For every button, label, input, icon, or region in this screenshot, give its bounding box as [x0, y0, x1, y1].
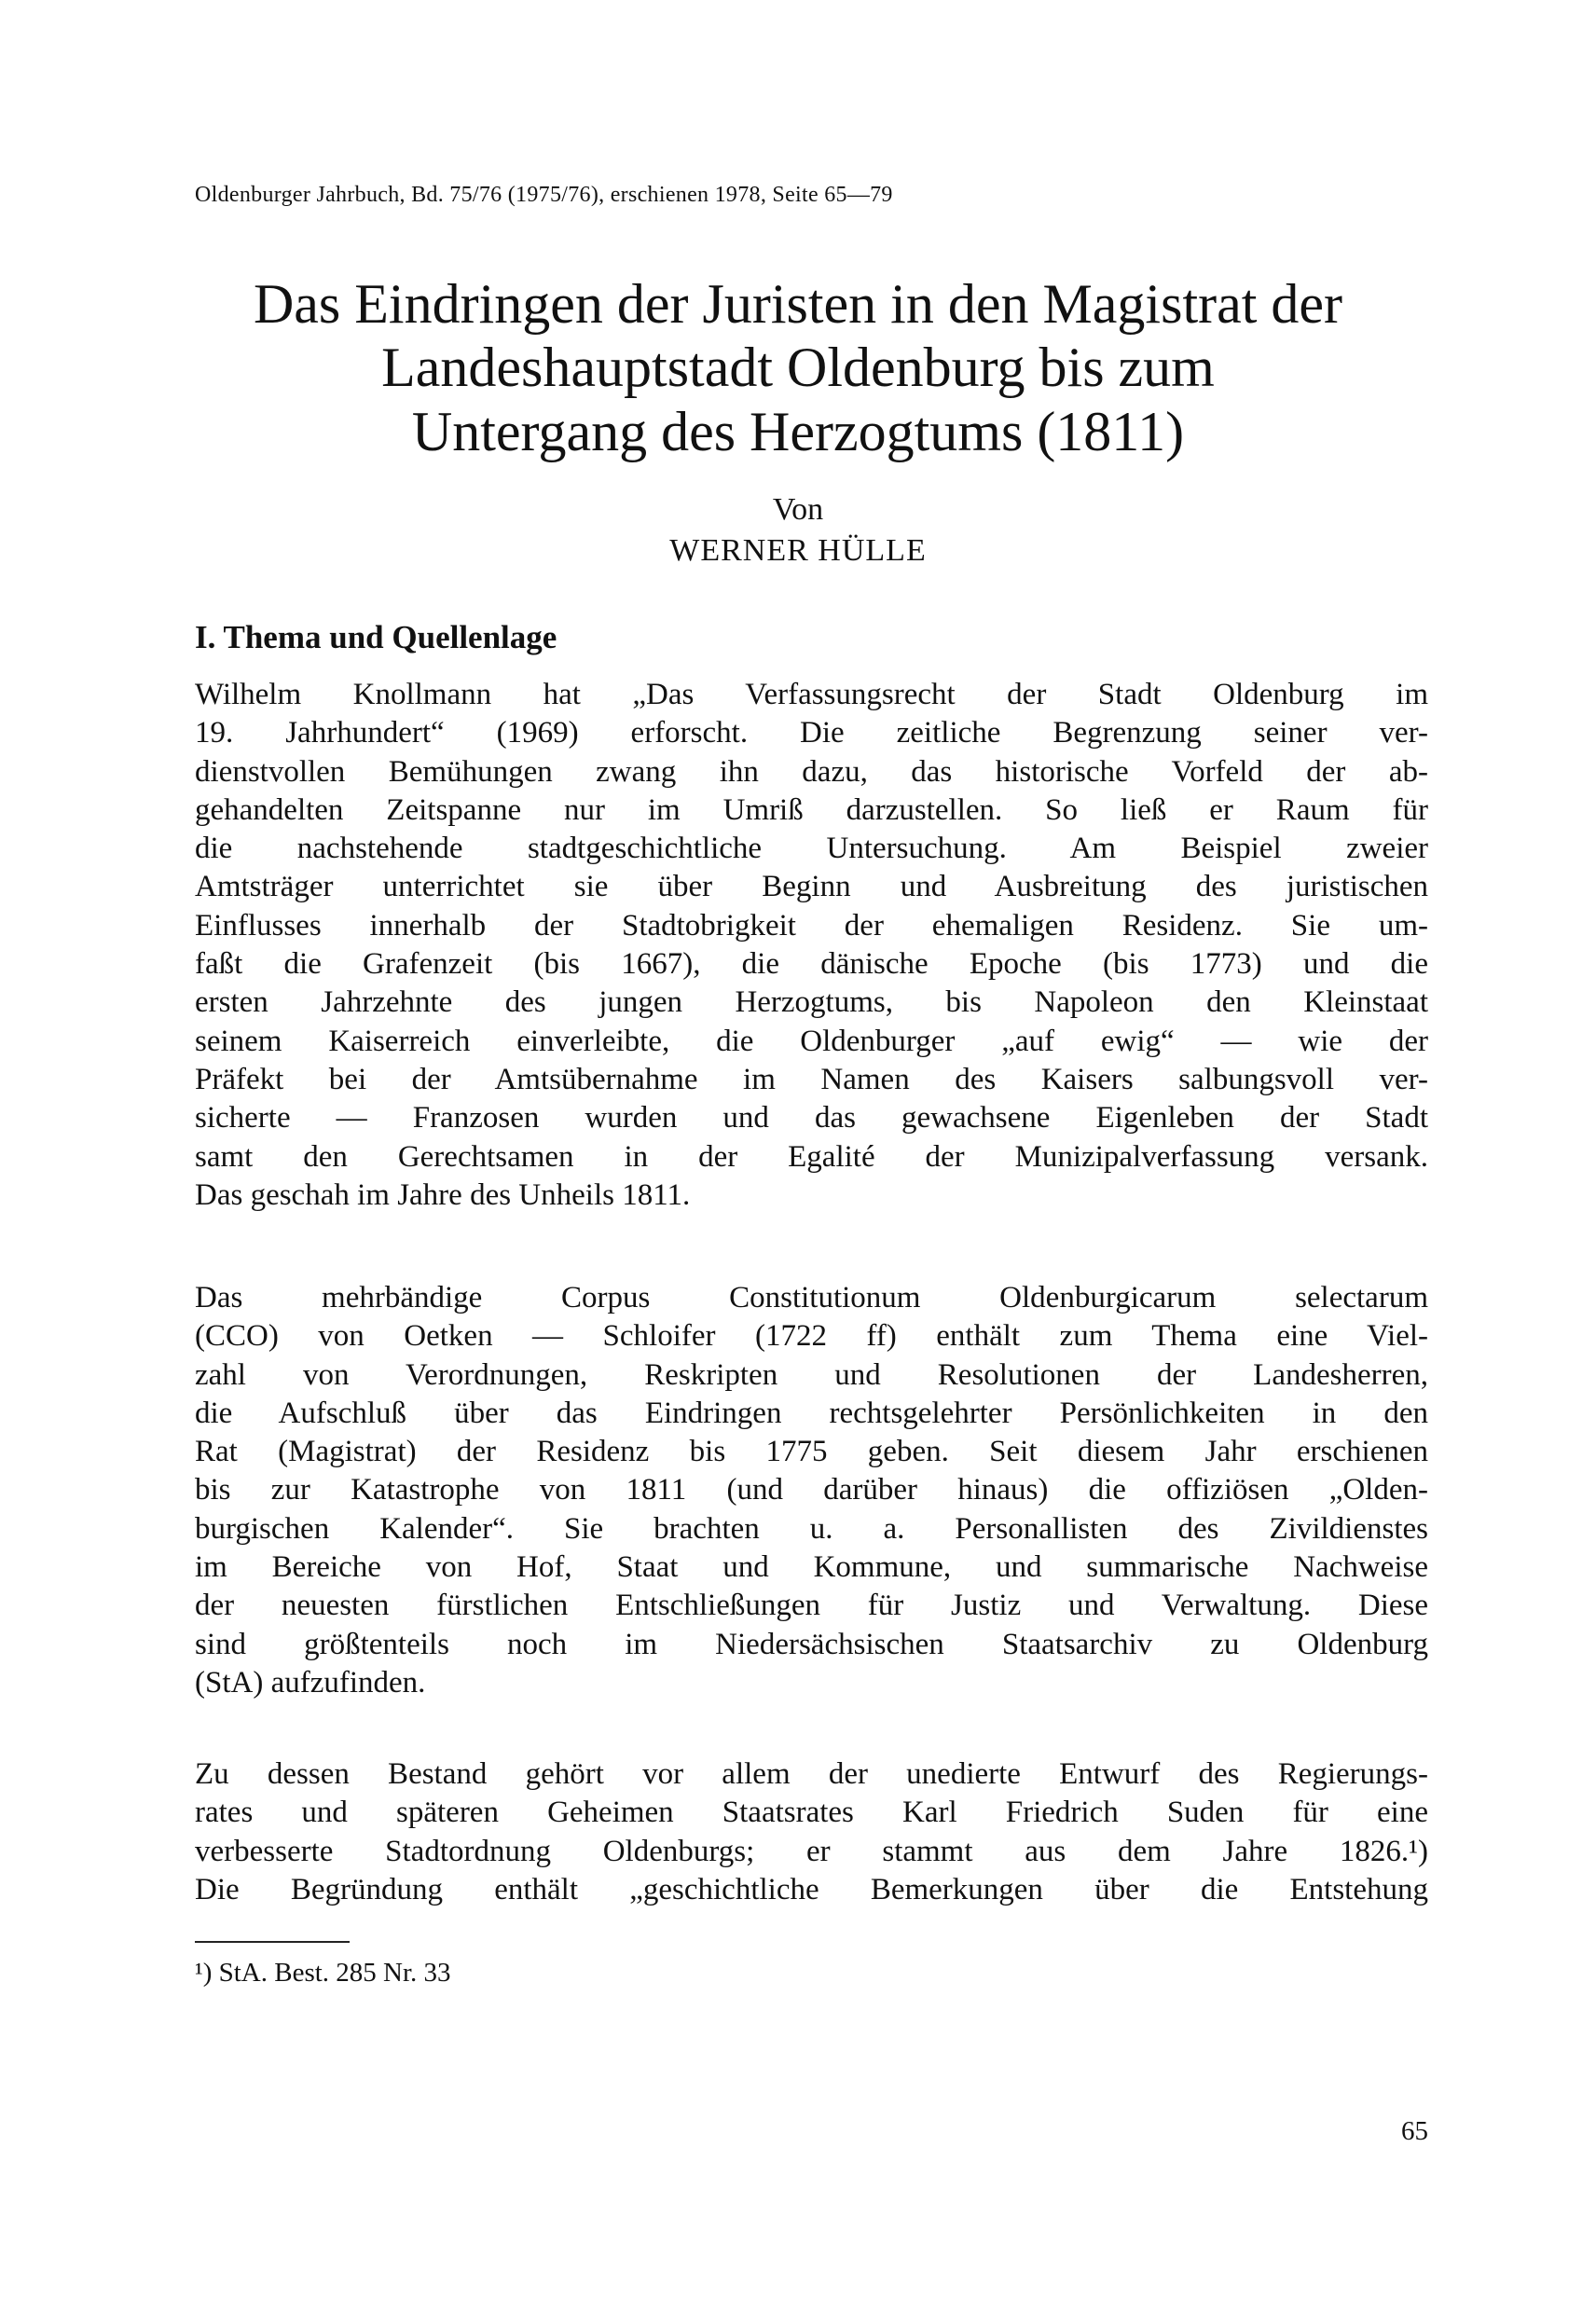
author-name: WERNER HÜLLE — [669, 533, 927, 568]
text-line: faßt die Grafenzeit (bis 1667), die dänische Epoche (bis 1773) und die — [195, 947, 1428, 982]
paragraph-3 — [195, 1755, 1428, 1909]
text-line: Das geschah im Jahre des Unheils 1811. — [195, 1177, 691, 1212]
title-line-1: Das Eindringen der Juristen in den Magistrat der — [253, 273, 1343, 335]
text-line: Rat (Magistrat) der Residenz bis 1775 geben. Seit diesem Jahr erschienen — [195, 1435, 1428, 1469]
text-line: sicherte — Franzosen wurden und das gewachsene Eigenleben der Stadt — [195, 1101, 1428, 1135]
text-line: die Aufschluß über das Eindringen rechtsgelehrter Persönlichkeiten in den — [195, 1396, 1428, 1430]
text-line: rates und späteren Geheimen Staatsrates Karl Friedrich Suden für eine — [195, 1796, 1428, 1830]
text-line: Amtsträger unterrichtet sie über Beginn und Ausbreitung des juristischen — [195, 870, 1428, 904]
text-line: ersten Jahrzehnte des jungen Herzogtums, bis Napoleon den Kleinstaat — [195, 985, 1428, 1020]
title-line-2: Landeshauptstadt Oldenburg bis zum — [381, 337, 1215, 398]
text-line: gehandelten Zeitspanne nur im Umriß darzustellen. So ließ er Raum für — [195, 792, 1428, 827]
journal-citation: Oldenburger Jahrbuch, Bd. 75/76 (1975/76), erschienen 1978, Seite 65—79 — [195, 183, 893, 207]
text-line: (StA) aufzufinden. — [195, 1665, 426, 1700]
section-heading: I. Thema und Quellenlage — [195, 619, 557, 655]
by-label: Von — [772, 492, 824, 527]
paragraph-2 — [195, 1279, 1428, 1702]
text-line: sind größtenteils noch im Niedersächsischen Staatsarchiv zu Oldenburg — [195, 1627, 1428, 1661]
footnote-divider — [195, 1941, 350, 1943]
paragraph-1 — [195, 676, 1428, 1215]
text-line: (CCO) von Oetken — Schloifer (1722 ff) enthält zum Thema eine Viel- — [195, 1319, 1428, 1354]
text-line: der neuesten fürstlichen Entschließungen für Justiz und Verwaltung. Diese — [195, 1589, 1428, 1623]
text-line: Präfekt bei der Amtsübernahme im Namen des Kaisers salbungsvoll ver- — [195, 1062, 1428, 1096]
title-line-3: Untergang des Herzogtums (1811) — [411, 401, 1185, 462]
text-line: 19. Jahrhundert“ (1969) erforscht. Die zeitliche Begrenzung seiner ver- — [195, 716, 1428, 750]
text-line: burgischen Kalender“. Sie brachten u. a. Personallisten des Zivildienstes — [195, 1511, 1428, 1546]
text-line: bis zur Katastrophe von 1811 (und darüber hinaus) die offiziösen „Olden- — [195, 1473, 1428, 1507]
text-line: verbesserte Stadtordnung Oldenburgs; er stammt aus dem Jahre 1826.¹) — [195, 1834, 1428, 1868]
text-line: seinem Kaiserreich einverleibte, die Oldenburger „auf ewig“ — wie der — [195, 1024, 1428, 1058]
text-line: im Bereiche von Hof, Staat und Kommune, und summarische Nachweise — [195, 1550, 1428, 1585]
text-line: samt den Gerechtsamen in der Egalité der Munizipalverfassung versank. — [195, 1139, 1428, 1174]
text-line: Die Begründung enthält „geschichtliche Bemerkungen über die Entstehung — [195, 1872, 1428, 1906]
text-line: Zu dessen Bestand gehört vor allem der unedierte Entwurf des Regierungs- — [195, 1757, 1428, 1791]
text-line: Wilhelm Knollmann hat „Das Verfassungsrecht der Stadt Oldenburg im — [195, 678, 1428, 711]
text-line: dienstvollen Bemühungen zwang ihn dazu, das historische Vorfeld der ab- — [195, 754, 1428, 789]
text-line: die nachstehende stadtgeschichtliche Untersuchung. Am Beispiel zweier — [195, 832, 1428, 866]
text-line: zahl von Verordnungen, Reskripten und Resolutionen der Landesherren, — [195, 1357, 1428, 1392]
footnote: ¹) StA. Best. 285 Nr. 33 — [195, 1958, 451, 1988]
text-line: Das mehrbändige Corpus Constitutionum Oldenburgicarum selectarum — [195, 1281, 1428, 1314]
page-number: 65 — [1401, 2116, 1428, 2146]
text-line: Einflusses innerhalb der Stadtobrigkeit der ehemaligen Residenz. Sie um- — [195, 908, 1428, 943]
